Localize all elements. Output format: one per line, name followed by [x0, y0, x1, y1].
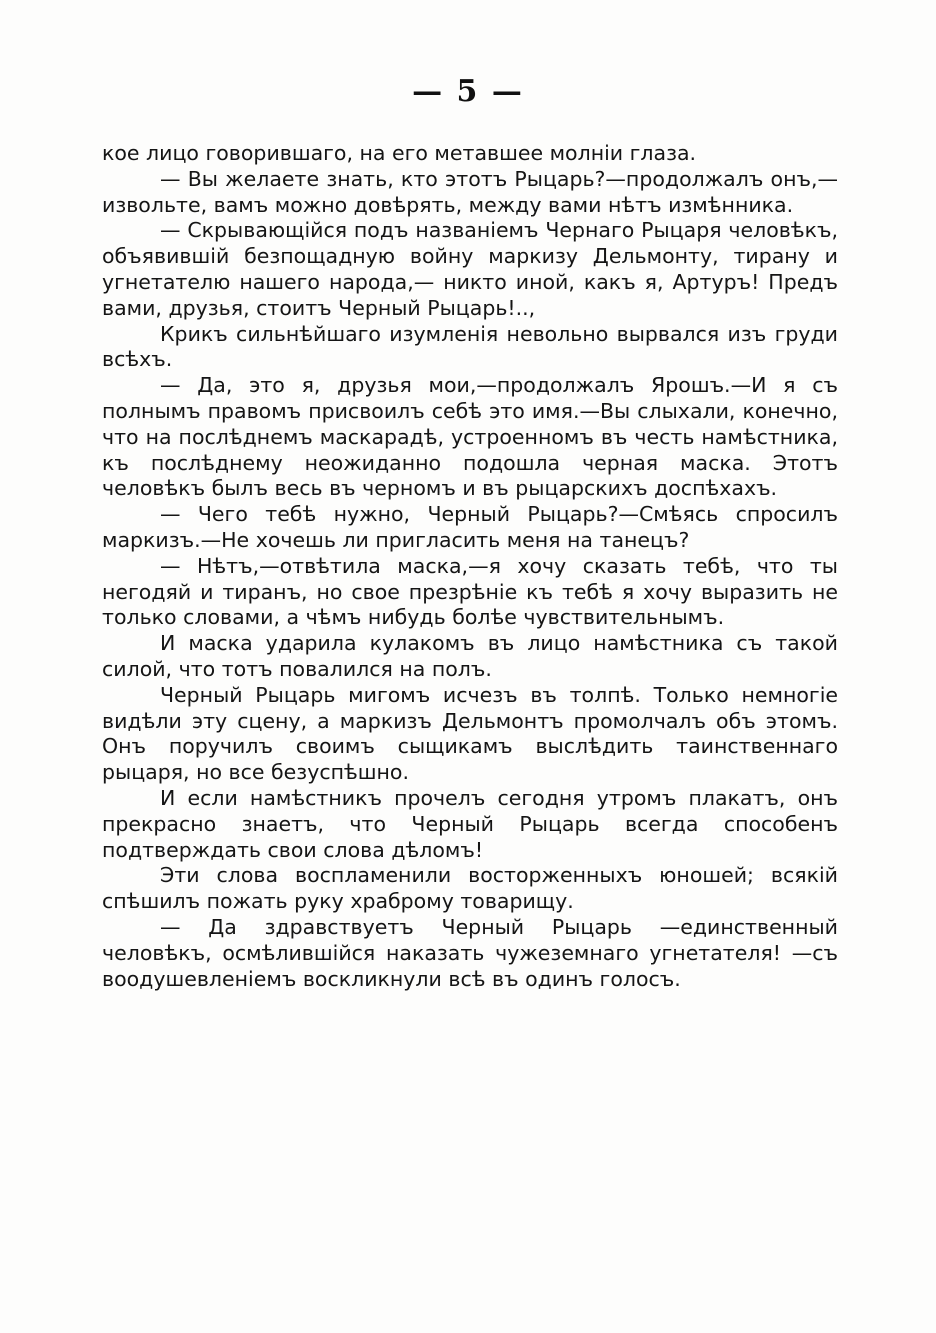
paragraph: — Скрывающiйся подъ названiемъ Чернаго Рыцаря человѣкъ, объявившiй безпощадную войну маркизу Дельмонту, тирану и угнетателю нашего народа,— никто иной, какъ я, Артуръ! Предъ вами, друзья, стоитъ Черный Рыцарь!.., [102, 218, 838, 320]
paragraph: — Да, это я, друзья мои,—продолжалъ Ярошъ.—И я съ полнымъ правомъ присвоилъ себѣ это имя.—Вы слыхали, конечно, что на послѣднемъ маскарадѣ, устроенномъ въ честь намѣстника, къ послѣднему неожиданно подошла черная маска. Этотъ человѣкъ былъ весь въ черномъ и въ рыцарскихъ доспѣхахъ. [102, 373, 838, 501]
paragraph: — Вы желаете знать, кто этотъ Рыцарь?—продолжалъ онъ,—извольте, вамъ можно довѣрять, между вами нѣтъ измѣнника. [102, 166, 838, 217]
paragraph: Эти слова воспламенили восторженныхъ юношей; всякiй спѣшилъ пожать руку храброму товарищу. [102, 863, 838, 914]
page-number: — 5 — [412, 74, 524, 109]
paragraph: — Нѣтъ,—отвѣтила маска,—я хочу сказать тебѣ, что ты негодяй и тиранъ, но свое презрѣнiе къ тебѣ я хочу выразить не только словами, а чѣмъ нибудь болѣе чувствительнымъ. [102, 553, 838, 630]
paragraph: И если намѣстникъ прочелъ сегодня утромъ плакатъ, онъ прекрасно знаетъ, что Черный Рыцарь всегда способенъ подтверждать свои слова дѣломъ! [102, 785, 838, 862]
paragraph: Крикъ сильнѣйшаго изумленiя невольно вырвался изъ груди всѣхъ. [102, 321, 838, 372]
paragraph: Черный Рыцарь мигомъ исчезъ въ толпѣ. Только немногiе видѣли эту сцену, а маркизъ Дельмонтъ промолчалъ объ этомъ. Онъ поручилъ своимъ сыщикамъ выслѣдить таинственнаго рыцаря, но все безуспѣшно. [102, 682, 838, 785]
paragraph: — Чего тебѣ нужно, Черный Рыцарь?—Смѣясь спросилъ маркизъ.—Не хочешь ли пригласить меня на танецъ? [102, 502, 838, 552]
body-text [102, 141, 838, 992]
paragraph: — Да здравствуетъ Черный Рыцарь —единственный человѣкъ, осмѣлившiйся наказать чужеземнаго угнетателя! —съ воодушевленiемъ воскликнули всѣ въ одинъ голосъ. [102, 914, 838, 991]
paragraph: кое лицо говорившаго, на его метавшее молнiи глаза. [102, 141, 697, 165]
paragraph: И маска ударила кулакомъ въ лицо намѣстника съ такой силой, что тотъ повалился на полъ. [102, 631, 838, 681]
